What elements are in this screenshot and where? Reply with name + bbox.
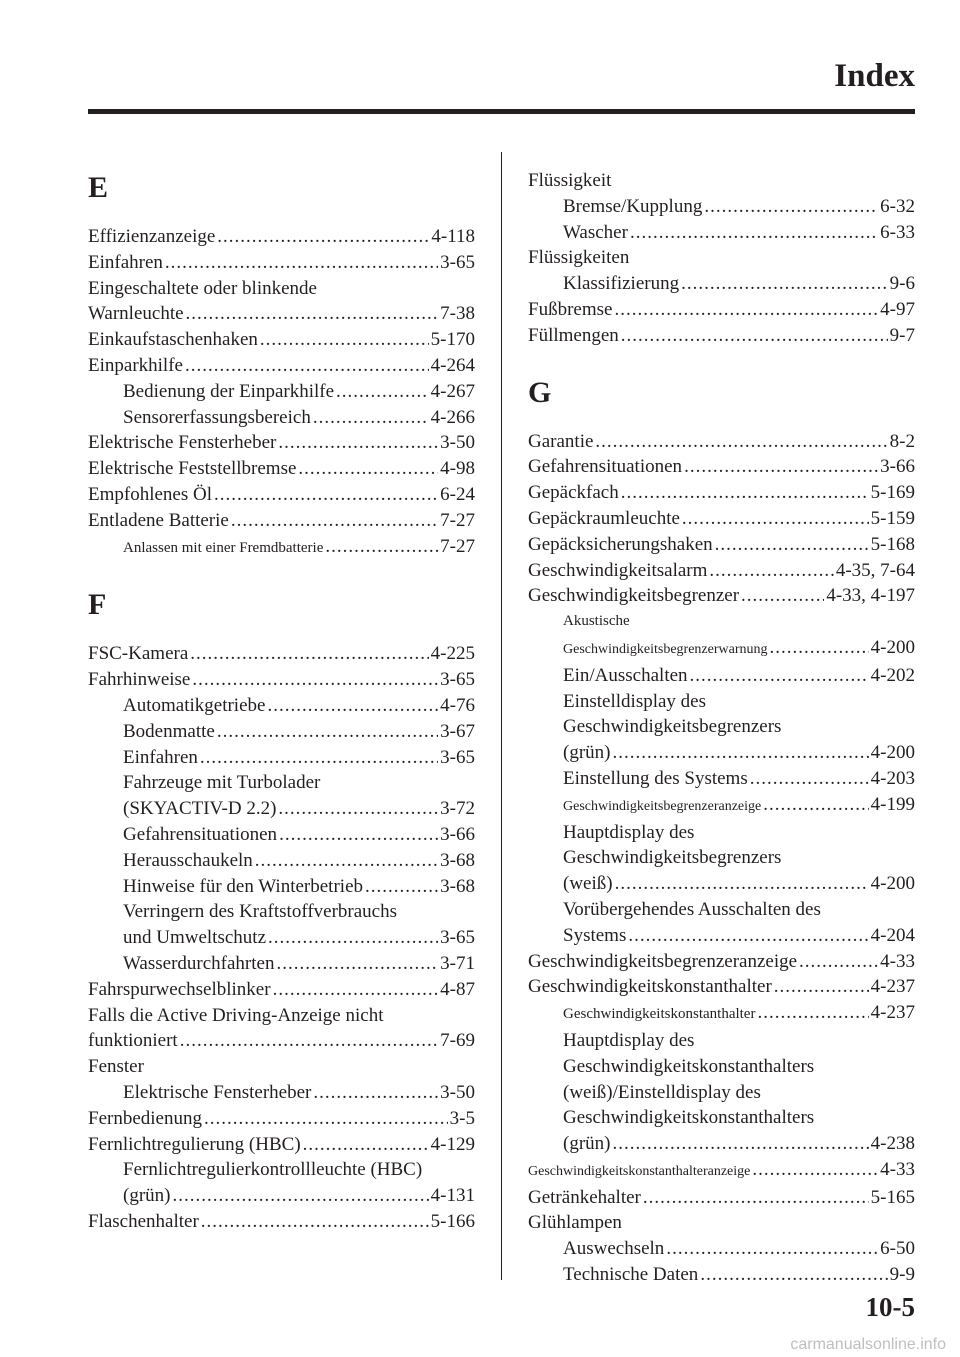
index-entry: Warnleuchte ..... 7-38 — [88, 301, 475, 327]
index-subentry: Bedienung der Einparkhilfe ..... 4-267 — [88, 379, 475, 405]
index-subentry: Technische Daten ..... 9-9 — [528, 1262, 915, 1288]
index-entry: Entladene Batterie ..... 7-27 — [88, 508, 475, 534]
index-subentry: Auswechseln ..... 6-50 — [528, 1236, 915, 1262]
index-subentry-line: Geschwindigkeitsbegrenzers — [563, 847, 782, 869]
index-subentry: (weiß) ..... 4-200 — [528, 871, 915, 897]
index-entry: Füllmengen ..... 9-7 — [528, 323, 915, 349]
index-entry: funktioniert ..... 7-69 — [88, 1028, 475, 1054]
index-subentry-line: Akustische — [563, 613, 630, 630]
index-subentry: Einstellung des Systems ..... 4-203 — [528, 766, 915, 792]
index-entry: Fernlichtregulierung (HBC) ..... 4-129 — [88, 1132, 475, 1158]
index-subentry: (grün) ..... 4-131 — [88, 1183, 475, 1209]
index-subentry: Bodenmatte ..... 3-67 — [88, 719, 475, 745]
index-entry: Gefahrensituationen ..... 3-66 — [528, 454, 915, 480]
index-entry: Einfahren ..... 3-65 — [88, 250, 475, 276]
index-subentry-line: Geschwindigkeitsbegrenzers — [563, 716, 782, 738]
index-subentry: Systems ..... 4-204 — [528, 923, 915, 949]
index-entry: Empfohlenes Öl ..... 6-24 — [88, 482, 475, 508]
index-entry: Geschwindigkeitskonstanthalteranzeige ..... 4-33 — [528, 1157, 915, 1185]
index-entry-line: Flüssigkeiten — [528, 247, 630, 269]
index-subentry: Bremse/Kupplung ..... 6-32 — [528, 194, 915, 220]
index-subentry: Wascher ..... 6-33 — [528, 220, 915, 246]
index-entry: Fußbremse ..... 4-97 — [528, 297, 915, 323]
index-subentry-line: Fernlichtregulierkontrollleuchte (HBC) — [123, 1159, 423, 1181]
index-entry: Einparkhilfe ..... 4-264 — [88, 353, 475, 379]
index-subentry: Einfahren ..... 3-65 — [88, 745, 475, 771]
index-entry-line: Fenster — [88, 1056, 144, 1078]
index-subentry: Geschwindigkeitsbegrenzeranzeige ..... 4-199 — [528, 792, 915, 820]
watermark: carmanualsonline.info — [790, 1336, 946, 1353]
column-divider — [501, 152, 502, 1280]
index-subentry: (SKYACTIV-D 2.2) ..... 3-72 — [88, 796, 475, 822]
index-subentry: Anlassen mit einer Fremdbatterie ..... 7-27 — [88, 534, 475, 562]
index-entry: Fernbedienung ..... 3-5 — [88, 1106, 475, 1132]
index-subentry-line: Geschwindigkeitskonstanthalters — [563, 1107, 815, 1129]
index-entry: Geschwindigkeitskonstanthalter ..... 4-237 — [528, 974, 915, 1000]
left-column — [88, 168, 475, 1235]
index-subentry: Gefahrensituationen ..... 3-66 — [88, 822, 475, 848]
index-subentry: Wasserdurchfahrten ..... 3-71 — [88, 951, 475, 977]
index-subentry: Herausschaukeln ..... 3-68 — [88, 848, 475, 874]
page-number: 10-5 — [865, 1292, 915, 1322]
index-entry: FSC-Kamera ..... 4-225 — [88, 641, 475, 667]
header-rule — [88, 109, 915, 114]
index-subentry: Sensorerfassungsbereich ..... 4-266 — [88, 405, 475, 431]
index-subentry-line: (weiß)/Einstelldisplay des — [563, 1081, 761, 1103]
index-subentry: Geschwindigkeitskonstanthalter ..... 4-237 — [528, 1000, 915, 1028]
index-subentry-line: Einstelldisplay des — [563, 690, 707, 712]
index-subentry-line: Geschwindigkeitskonstanthalters — [563, 1055, 815, 1077]
index-subentry-line: Fahrzeuge mit Turbolader — [123, 772, 321, 794]
index-subentry: Geschwindigkeitsbegrenzerwarnung ..... 4-200 — [528, 635, 915, 663]
index-entry: Fahrhinweise ..... 3-65 — [88, 667, 475, 693]
index-subentry: Elektrische Fensterheber ..... 3-50 — [88, 1080, 475, 1106]
index-subentry: und Umweltschutz ..... 3-65 — [88, 925, 475, 951]
index-entry: Gepäcksicherungshaken ..... 5-168 — [528, 532, 915, 558]
section-letter: E — [88, 171, 109, 204]
index-subentry: Automatikgetriebe ..... 4-76 — [88, 693, 475, 719]
index-subentry: Ein/Ausschalten ..... 4-202 — [528, 663, 915, 689]
index-entry-line: Flüssigkeit — [528, 170, 612, 191]
index-entry: Flaschenhalter ..... 5-166 — [88, 1209, 475, 1235]
index-entry-line: Eingeschaltete oder blinkende — [88, 277, 317, 299]
index-entry: Geschwindigkeitsalarm ..... 4-35, 7-64 — [528, 558, 915, 584]
index-entry: Effizienzanzeige ..... 4-118 — [88, 224, 475, 250]
index-entry: Gepäckraumleuchte ..... 5-159 — [528, 506, 915, 532]
index-entry: Elektrische Feststellbremse ..... 4-98 — [88, 456, 475, 482]
right-column — [528, 168, 915, 1288]
index-subentry-line: Verringern des Kraftstoffverbrauchs — [123, 901, 397, 923]
page-title: Index — [834, 58, 915, 94]
index-entry: Geschwindigkeitsbegrenzer ..... 4-33, 4-197 — [528, 583, 915, 609]
index-entry: Garantie ..... 8-2 — [528, 429, 915, 455]
section-letter: F — [88, 588, 107, 622]
index-entry-line: Falls die Active Driving-Anzeige nicht — [88, 1004, 384, 1026]
index-entry: Elektrische Fensterheber ..... 3-50 — [88, 430, 475, 456]
index-entry: Gepäckfach ..... 5-169 — [528, 480, 915, 506]
index-subentry: Hinweise für den Winterbetrieb ..... 3-68 — [88, 874, 475, 900]
index-subentry-line: Hauptdisplay des — [563, 1029, 695, 1051]
index-subentry: (grün) ..... 4-238 — [528, 1131, 915, 1157]
index-entry: Fahrspurwechselblinker ..... 4-87 — [88, 977, 475, 1003]
index-entry: Getränkehalter ..... 5-165 — [528, 1185, 915, 1211]
index-subentry: (grün) ..... 4-200 — [528, 740, 915, 766]
index-entry: Geschwindigkeitsbegrenzeranzeige ..... 4-33 — [528, 949, 915, 975]
section-letter: G — [528, 375, 552, 409]
index-subentry-line: Hauptdisplay des — [563, 821, 695, 843]
index-subentry-line: Vorübergehendes Ausschalten des — [563, 898, 821, 920]
index-entry: Einkaufstaschenhaken ..... 5-170 — [88, 327, 475, 353]
index-subentry: Klassifizierung ..... 9-6 — [528, 271, 915, 297]
index-entry-line: Glühlampen — [528, 1212, 622, 1234]
